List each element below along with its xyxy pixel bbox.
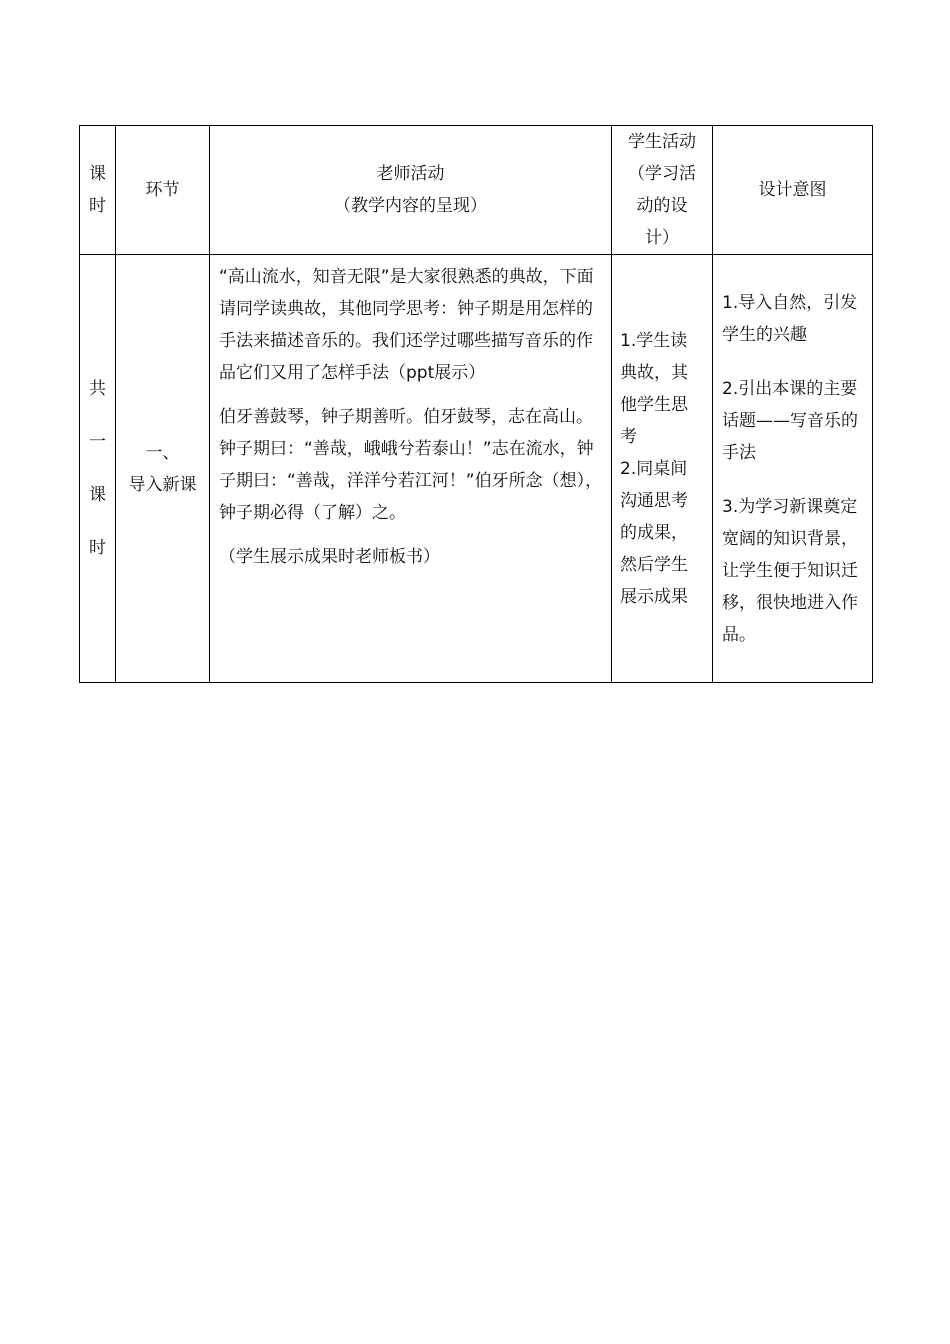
cell-teacher-activity xyxy=(210,255,612,683)
header-teacher xyxy=(210,126,612,255)
student-item: 1.学生读典故，其他学生思考 xyxy=(620,330,688,447)
header-period-char: 课 xyxy=(89,164,106,184)
period-char: 时 xyxy=(89,537,106,558)
header-student-line: 动的设 xyxy=(636,196,688,216)
stage-name: 导入新课 xyxy=(128,474,197,495)
header-student-line: 计） xyxy=(645,228,679,248)
header-row xyxy=(80,126,873,255)
header-period-char: 时 xyxy=(89,196,106,216)
cell-stage xyxy=(116,255,210,683)
period-char: 一 xyxy=(89,431,106,452)
teacher-paragraph: “高山流水，知音无限”是大家很熟悉的典故，下面请同学读典故，其他同学思考：钟子期是用怎样的手法来描述音乐的。我们还学过哪些描写音乐的作品它们又用了怎样手法（ppt展示） xyxy=(219,267,594,383)
cell-student-activity xyxy=(612,255,713,683)
header-stage: 环节 xyxy=(116,126,210,255)
header-student-line: （学习活 xyxy=(628,164,696,184)
design-item: 3.为学习新课奠定宽阔的知识背景，让学生便于知识迁移，很快地进入作品。 xyxy=(722,496,858,645)
student-item: 2.同桌间沟通思考的成果，然后学生展示成果 xyxy=(620,458,688,607)
header-period xyxy=(80,126,116,255)
cell-period xyxy=(80,255,116,683)
lesson-plan-table xyxy=(79,125,873,683)
table-row xyxy=(80,255,873,683)
period-char: 共 xyxy=(89,378,106,399)
teacher-paragraph: （学生展示成果时老师板书） xyxy=(219,547,440,567)
header-student xyxy=(612,126,713,255)
period-char: 课 xyxy=(89,484,106,505)
header-teacher-subtitle: （教学内容的呈现） xyxy=(334,196,487,216)
header-design: 设计意图 xyxy=(713,126,873,255)
header-student-line: 学生活动 xyxy=(628,132,696,152)
design-item: 2.引出本课的主要话题——写音乐的手法 xyxy=(722,378,858,463)
cell-design-intent xyxy=(713,255,873,683)
stage-number: 一、 xyxy=(145,442,180,463)
design-item: 1.导入自然，引发学生的兴趣 xyxy=(722,292,858,345)
header-teacher-title: 老师活动 xyxy=(376,164,445,184)
teacher-paragraph: 伯牙善鼓琴，钟子期善听。伯牙鼓琴，志在高山。钟子期曰：“善哉，峨峨兮若泰山！”志在流水，钟子期曰：“善哉，洋洋兮若江河！”伯牙所念（想），钟子期必得（了解）之。 xyxy=(219,407,603,523)
